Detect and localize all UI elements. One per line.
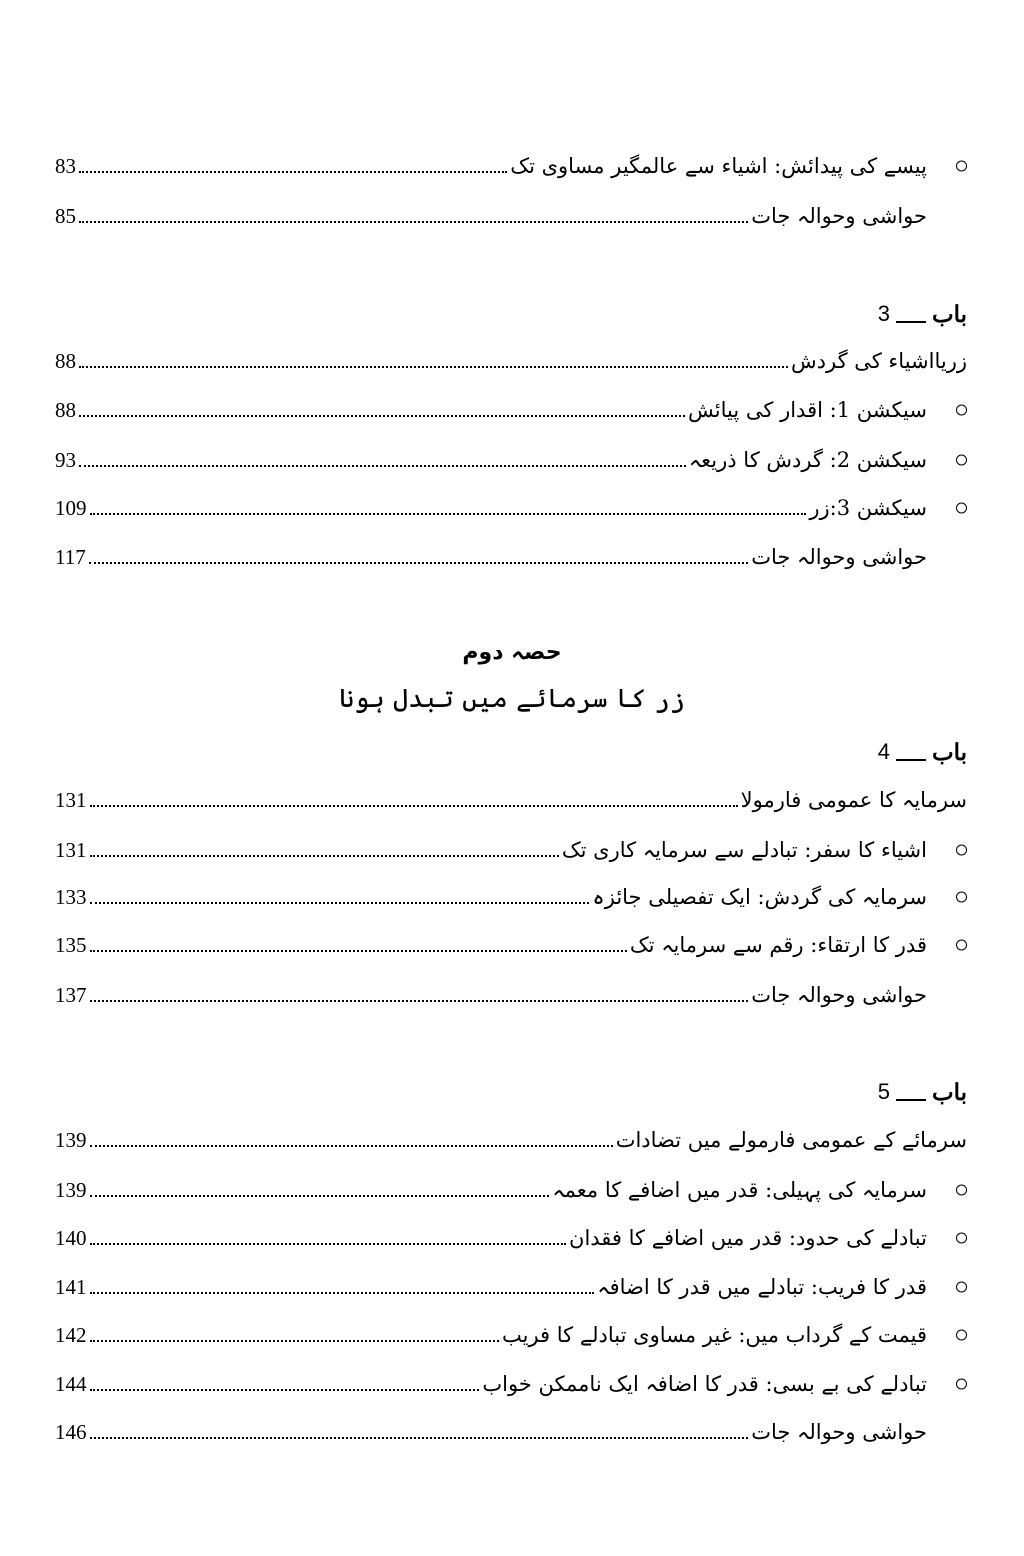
leader-dots: [90, 1340, 499, 1342]
entry-title: سرمایہ کی گردش: ایک تفصیلی جائزہ: [592, 884, 927, 909]
chapter-dash: [896, 321, 926, 323]
page-number: 144: [55, 1371, 87, 1396]
toc-entry[interactable]: [55, 146, 927, 186]
part-subtitle: زر کا سرمائے میں تبدل ہونا: [338, 684, 685, 714]
chapter-heading-4[interactable]: [55, 780, 967, 820]
page-number: 109: [55, 495, 87, 520]
leader-dots: [89, 562, 748, 564]
toc-entry[interactable]: [55, 440, 927, 480]
leader-dots: [90, 902, 590, 904]
chapter-heading-5[interactable]: [55, 1120, 967, 1160]
page-number: 146: [55, 1419, 87, 1444]
chapter-label-4: [878, 732, 967, 772]
toc-entry[interactable]: [55, 830, 927, 870]
bullet-circle-icon: [956, 405, 967, 416]
page-number: 131: [55, 787, 87, 812]
page-number: 88: [55, 397, 76, 422]
page-number: 117: [55, 544, 86, 569]
toc-entry[interactable]: [55, 488, 927, 528]
leader-dots: [90, 1389, 480, 1391]
chapter-title: زریااشیاء کی گردش: [791, 348, 967, 373]
page-number: 142: [55, 1322, 87, 1347]
page-number: 131: [55, 837, 87, 862]
chapter-word: باب: [931, 738, 967, 766]
chapter-dash: [896, 1099, 926, 1101]
page-number: 139: [55, 1177, 87, 1202]
leader-dots: [90, 1292, 595, 1294]
toc-entry[interactable]: [55, 1170, 927, 1210]
page-number: 88: [55, 348, 76, 373]
leader-dots: [90, 1145, 613, 1147]
entry-title: سیکشن 3:زر: [809, 495, 927, 520]
bullet-circle-icon: [956, 503, 967, 514]
page-number: 139: [55, 1127, 87, 1152]
leader-dots: [90, 1243, 567, 1245]
bullet-circle-icon: [956, 1233, 967, 1244]
toc-entry-notes[interactable]: [55, 975, 927, 1015]
entry-title: سیکشن 2: گردش کا ذریعہ: [688, 447, 927, 472]
entry-title: سیکشن 1: اقدار کی پیائش: [688, 397, 927, 422]
page-number: 133: [55, 884, 87, 909]
toc-entry[interactable]: [55, 390, 927, 430]
part-title: حصہ دوم: [462, 640, 562, 665]
bullet-circle-icon: [956, 1282, 967, 1293]
leader-dots: [90, 1437, 749, 1439]
entry-title: حواشی وحوالہ جات: [751, 982, 927, 1007]
page-number: 83: [55, 153, 76, 178]
toc-entry-notes[interactable]: [55, 537, 927, 577]
leader-dots: [79, 465, 686, 467]
toc-entry[interactable]: [55, 925, 927, 965]
leader-dots: [79, 366, 788, 368]
entry-title: حواشی وحوالہ جات: [751, 203, 927, 228]
toc-entry[interactable]: [55, 1364, 927, 1404]
chapter-number: 5: [877, 1079, 890, 1104]
page-number: 93: [55, 447, 76, 472]
entry-title: قیمت کے گرداب میں: غیر مساوی تبادلے کا فریب: [501, 1322, 927, 1347]
leader-dots: [90, 513, 807, 515]
page-number: 85: [55, 203, 76, 228]
page-number: 141: [55, 1274, 87, 1299]
toc-entry[interactable]: [55, 1218, 927, 1258]
leader-dots: [79, 221, 748, 223]
chapter-number: 3: [877, 301, 890, 326]
entry-title: قدر کا ارتقاء: رقم سے سرمایہ تک: [629, 932, 927, 957]
chapter-heading-3[interactable]: [55, 341, 967, 381]
chapter-word: باب: [931, 1078, 967, 1106]
bullet-circle-icon: [956, 845, 967, 856]
leader-dots: [90, 805, 738, 807]
entry-title: تبادلے کی بے بسی: قدر کا اضافہ ایک ناممکن خواب: [482, 1371, 927, 1396]
entry-title: سرمایہ کی پہیلی: قدر میں اضافے کا معمہ: [552, 1177, 927, 1202]
page-number: 140: [55, 1225, 87, 1250]
entry-title: تبادلے کی حدود: قدر میں اضافے کا فقدان: [569, 1225, 927, 1250]
chapter-title: سرمایہ کا عمومی فارمولا: [740, 787, 967, 812]
bullet-circle-icon: [956, 1185, 967, 1196]
bullet-circle-icon: [956, 892, 967, 903]
leader-dots: [79, 171, 507, 173]
chapter-label-5: [878, 1072, 967, 1112]
chapter-title: سرمائے کے عمومی فارمولے میں تضادات: [615, 1127, 967, 1152]
leader-dots: [79, 415, 685, 417]
leader-dots: [90, 855, 559, 857]
page-number: 137: [55, 982, 87, 1007]
chapter-number: 4: [877, 739, 890, 764]
toc-entry[interactable]: [55, 1315, 927, 1355]
toc-entry[interactable]: [55, 1267, 927, 1307]
toc-entry-notes[interactable]: [55, 1412, 927, 1452]
bullet-circle-icon: [956, 1379, 967, 1390]
page-number: 135: [55, 932, 87, 957]
entry-title: پیسے کی پیدائش: اشیاء سے عالمگیر مساوی تک: [510, 153, 927, 178]
leader-dots: [90, 950, 627, 952]
bullet-circle-icon: [956, 161, 967, 172]
chapter-label-3: [878, 294, 967, 334]
toc-entry[interactable]: [55, 877, 927, 917]
entry-title: حواشی وحوالہ جات: [751, 544, 927, 569]
leader-dots: [90, 1000, 749, 1002]
bullet-circle-icon: [956, 1330, 967, 1341]
bullet-circle-icon: [956, 940, 967, 951]
toc-entry-notes[interactable]: [55, 196, 927, 236]
chapter-dash: [896, 759, 926, 761]
leader-dots: [90, 1195, 550, 1197]
entry-title: قدر کا فریب: تبادلے میں قدر کا اضافہ: [597, 1274, 927, 1299]
entry-title: اشیاء کا سفر: تبادلے سے سرمایہ کاری تک: [561, 837, 927, 862]
entry-title: حواشی وحوالہ جات: [751, 1419, 927, 1444]
chapter-word: باب: [931, 300, 967, 328]
bullet-circle-icon: [956, 455, 967, 466]
